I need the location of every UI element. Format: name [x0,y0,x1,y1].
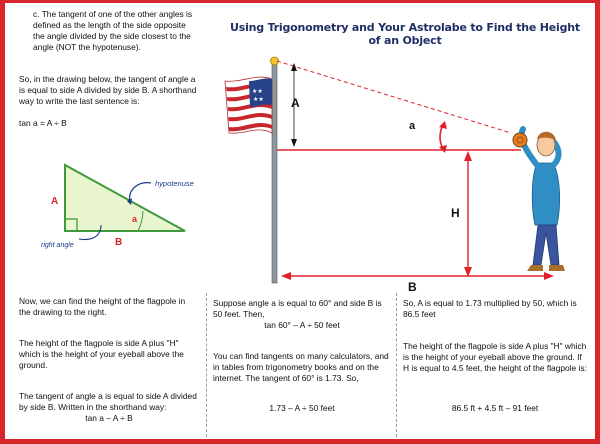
page-title: Using Trigonometry and Your Astrolabe to Find the Height of an Object [230,21,580,47]
col1-paragraph-1: Now, we can find the height of the flagpole in the drawing to the right. [19,296,186,317]
col3-paragraph-2: The height of the flagpole is side A plus "H" which is the height of your eyeball above the ground. If H is equal to 4.5 feet, the height of the flagpole is: [403,341,587,373]
american-flag-icon [225,77,272,133]
col2-paragraph-1: Suppose angle a is equal to 60° and side B is 50 feet. Then, [213,298,382,319]
flagpole [272,63,277,283]
worksheet-page [5,3,595,439]
dimension-a-arrow-up [291,63,297,71]
sight-line-dashed [277,61,511,133]
flagpole-diagram [205,37,595,294]
right-triangle-diagram [35,153,205,263]
dimension-a-label: A [291,96,300,110]
triangle-shape [65,165,185,231]
dimension-b-arrow-left [281,272,291,280]
intro-formula: tan a = A ÷ B [19,118,67,128]
person-figure [522,129,565,271]
triangle-side-b-label: B [115,237,123,248]
col3-paragraph-1: So, A is equal to 1.73 multiplied by 50, which is 86.5 feet [403,298,577,319]
dimension-a-arrow-down [291,139,297,147]
angle-a-arrow-bottom [439,145,447,153]
right-angle-label: right angle [41,242,74,249]
col1-paragraph-2: The height of the flagpole is side A plus "H" which is the height of your eyeball above the ground. [19,338,184,370]
intro-paragraph: So, in the drawing below, the tangent of angle a is equal to side A divided by side B. A shorthand way to write the last sentence is: [19,74,197,106]
triangle-angle-label: a [132,214,138,224]
angle-a-arrow-top [439,121,447,129]
dimension-b-label: B [408,280,417,294]
dimension-b-arrow-right [544,272,554,280]
col2-formula-1: tan 60° – A ÷ 50 feet [264,320,340,330]
dimension-h-label: H [451,206,460,220]
col2-paragraph-2: You can find tangents on many calculators, and in tables from trigonometry books and on the internet. The tangent of 60° is 1.73. So, [213,351,389,383]
angle-a-label: a [409,120,416,132]
hypotenuse-label: hypotenuse [155,179,194,188]
dimension-h-arrow-up [464,151,472,161]
column-divider-right [396,293,397,437]
col1-paragraph-3: The tangent of angle a is equal to side A divided by side B. Written in the shorthand way: [19,391,197,412]
column-divider-left [206,293,207,437]
triangle-side-a-label: A [51,196,59,207]
angle-a-arc [440,125,443,149]
svg-text:★★: ★★ [252,89,263,95]
astrolabe-icon [513,133,527,147]
svg-text:★★: ★★ [253,97,264,103]
col3-formula: 86.5 ft + 4.5 ft – 91 feet [451,403,539,413]
intro-item-c: c. The tangent of one of the other angles is defined as the length of the side opposite the angle divided by the side closest to the angle (NOT the hypotenuse). [33,9,193,52]
col1-formula: tan a – A ÷ B [85,413,133,423]
col2-formula-2: 1.73 – A ÷ 50 feet [269,403,335,413]
hypotenuse-pointer [130,183,151,203]
